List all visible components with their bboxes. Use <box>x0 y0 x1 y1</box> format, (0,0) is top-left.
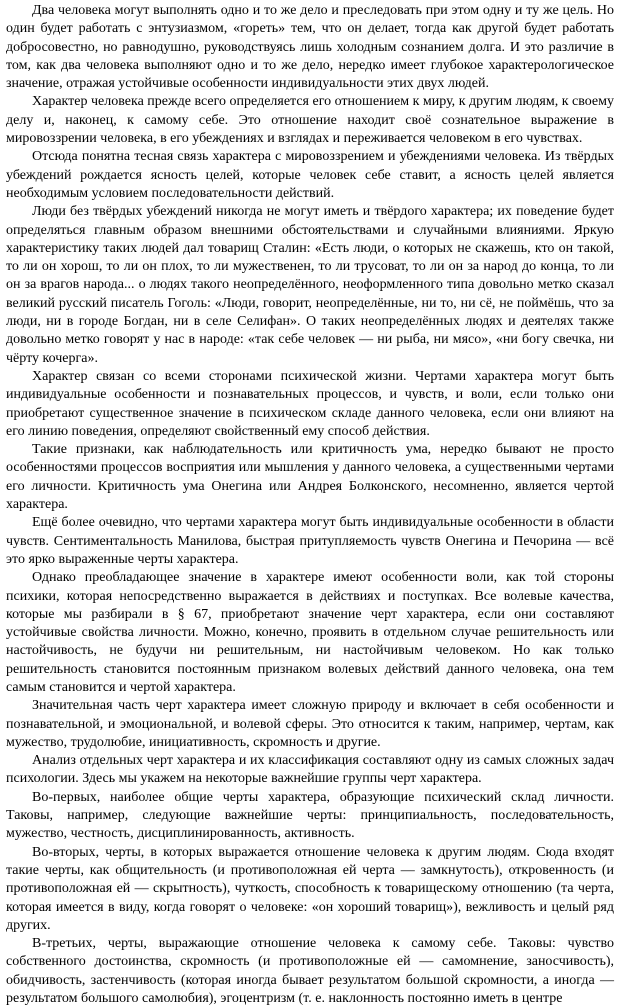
paragraph-classification: Анализ отдельных черт характера и их классификация составляют одну из самых сложных задач психологии. Здесь мы укажем на некоторые важнейшие группы черт характера. <box>6 753 614 787</box>
paragraph-third-group: В-третьих, черты, выражающие отношение человека к самому себе. Таковы: чувство собственного достоинства, скромность (и противоположные ей — самомнение, заносчивость), обидчивость, застенчивость (которая иногда бывает результатом большой скромности, а иногда — результатом большого самолюбия), эгоцентризм (т. е. наклонность постоянно иметь в центре <box>6 936 614 1007</box>
paragraph-character-relations: Характер человека прежде всего определяется его отношением к миру, к другим людям, к своему делу и, наконец, к самому себе. Это отношение находит своё сознательное выражение в мировоззрении человека, в его убеждениях и взглядах и переживается человеком в его чувствах. <box>6 94 614 147</box>
paragraph-work-attitude: Два человека могут выполнять одно и то же дело и преследовать при этом одну и ту же цель. Но один будет работать с энтузиазмом, «гореть» тем, что он делает, тогда как другой будет работать добросовестно, но равнодушно, руководствуясь лишь холодным сознанием долга. И это различие в том, как два человека выполняют одно и то же дело, нередко имеет глубокое характерологическое значение, отражая устойчивые особенности индивидуальности этих двух людей. <box>6 3 614 92</box>
paragraph-critical-mind: Такие признаки, как наблюдательность или критичность ума, нередко бывают не просто особенностями процессов восприятия или мышления у данного человека, а существенными чертами его личности. Критичность ума Онегина или Андрея Болконского, несомненно, является чертой характера. <box>6 442 614 513</box>
paragraph-weak-convictions: Люди без твёрдых убеждений никогда не могут иметь и твёрдого характера; их поведение будет определяться главным образом внешними обстоятельствами и случайными влияниями. Яркую характеристику таких людей дал товарищ Сталин: «Есть люди, о которых не скажешь, кто он такой, то ли он хорош, то ли он плох, то ли мужественен, то ли трусоват, то ли он за народ до конца, то ли он за врагов народа... о людях такого неопределённого, неоформленного типа довольно метко сказал великий русский писатель Гоголь: «Люди, говорит, неопределённые, ни то, ни сё, не поймёшь, что за люди, ни в городе Богдан, ни в селе Селифан». О таких неопределённых людях и деятелях также довольно метко говорят у нас в народе: «так себе человек — ни рыба, ни мясо», «ни богу свечка, ни чёрту кочерга». <box>6 204 614 366</box>
paragraph-first-group: Во-первых, наиболее общие черты характера, образующие психический склад личности. Таковы, например, следующие важнейшие черты: принципиальность, последовательность, мужество, честность, дисциплинированность, активность. <box>6 789 614 842</box>
paragraph-complex-traits: Значительная часть черт характера имеет сложную природу и включает в себя особенности и познавательной, и эмоциональной, и волевой сферы. Это относится к таким, например, чертам, как мужество, трудолюбие, инициативность, скромность и другие. <box>6 698 614 750</box>
paragraph-psychic-sides: Характер связан со всеми сторонами психической жизни. Чертами характера могут быть индивидуальные особенности и познавательных процессов, и чувств, и воли, если только они приобретают существенное значение в психическом складе данного человека, если они влияют на его линию поведения, определяют свойственный ему способ действия. <box>6 368 614 439</box>
paragraph-worldview-link: Отсюда понятна тесная связь характера с мировоззрением и убеждениями человека. Из твёрдых убеждений рождается ясность целей, которые человек себе ставит, а ясность целей является необходимым условием последовательности действий. <box>6 149 614 201</box>
paragraph-second-group: Во-вторых, черты, в которых выражается отношение человека к другим людям. Сюда входят такие черты, как общительность (и противоположная ей черта — замкнутость), откровенность (и противоположная ей — скрытность), чуткость, способность к товарищескому отношению (та черта, которая имеется в виду, когда говорят о человеке: «он хороший товарищ»), вежливость и целый ряд других. <box>6 844 614 933</box>
paragraph-will: Однако преобладающее значение в характере имеют особенности воли, как той стороны психики, которая непосредственно выражается в действиях и поступках. Все волевые качества, которые мы разбирали в § 67, приобретают значение черт характера, если они составляют устойчивые свойства личности. Можно, конечно, проявить в отдельном случае решительность или настойчивость, не будучи ни решительным, ни настойчивым человеком. Но как только решительность становится постоянным признаком волевых действий данного человека, она тем самым становится и чертой характера. <box>6 570 614 695</box>
paragraph-feelings: Ещё более очевидно, что чертами характера могут быть индивидуальные особенности в области чувств. Сентиментальность Манилова, быстрая притупляемость чувств Онегина и Печорина — всё это ярко выраженные черты характера. <box>6 515 614 567</box>
